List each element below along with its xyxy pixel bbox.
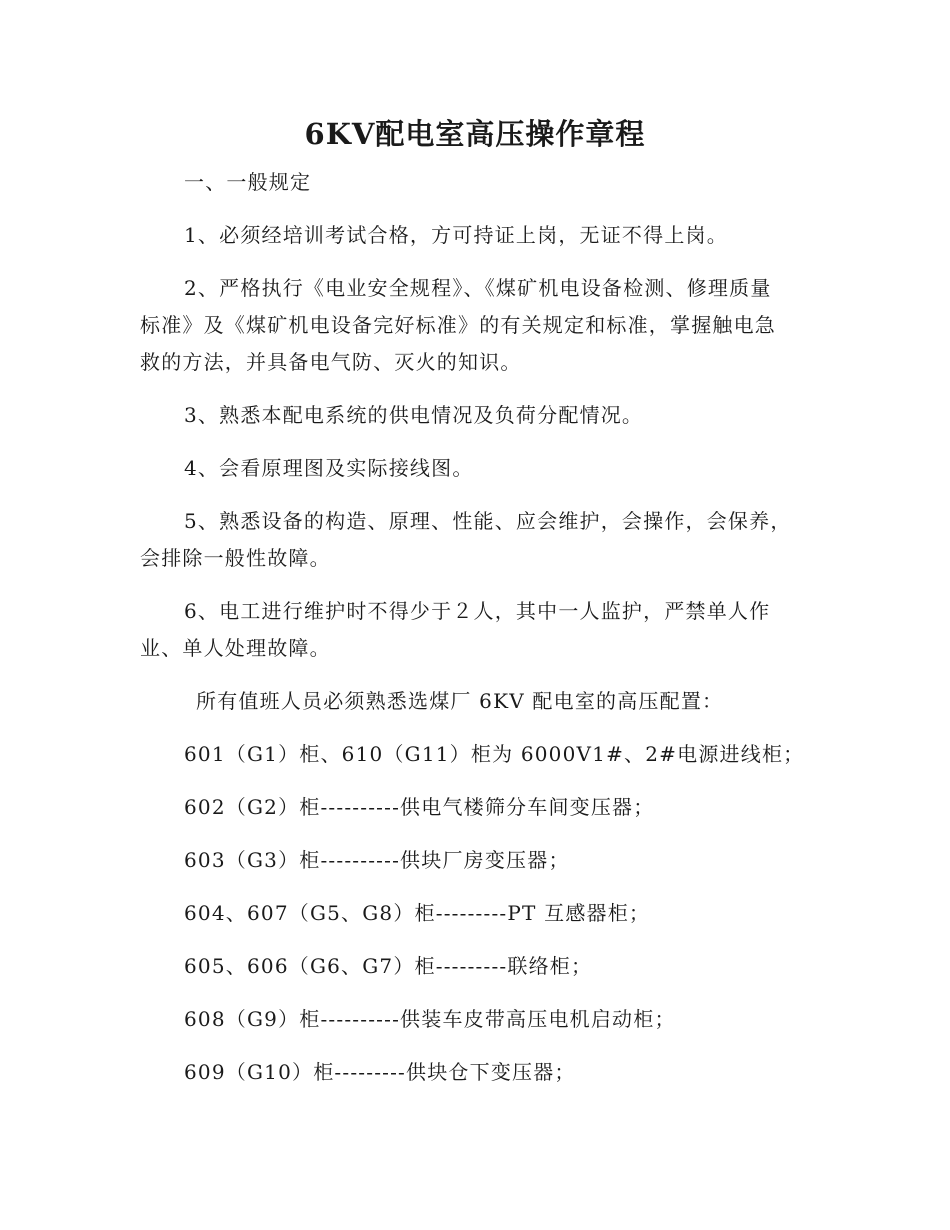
- rule-item-6-line-1: 6、电工进行维护时不得少于２人，其中一人监护，严禁单人作: [184, 599, 771, 623]
- config-item: 609（G10）柜---------供块仓下变压器；: [184, 1060, 576, 1084]
- document-title: 6KV配电室高压操作章程: [304, 117, 646, 151]
- rule-item-5-line-1: 5、熟悉设备的构造、原理、性能、应会维护，会操作，会保养，: [184, 509, 792, 533]
- config-item: 608（G9）柜----------供装车皮带高压电机启动柜；: [184, 1007, 676, 1031]
- config-item: 605、606（G6、G7）柜---------联络柜；: [184, 954, 593, 978]
- rule-item-2-line-3: 救的方法，并具备电气防、灭火的知识。: [140, 350, 522, 374]
- rule-item-3-line-1: 3、熟悉本配电系统的供电情况及负荷分配情况。: [184, 403, 644, 427]
- rule-item-4-line-1: 4、会看原理图及实际接线图。: [184, 456, 474, 480]
- config-intro: 所有值班人员必须熟悉选煤厂 6KV 配电室的高压配置：: [196, 689, 724, 713]
- rule-item-5-line-2: 会排除一般性故障。: [140, 546, 331, 570]
- config-item: 603（G3）柜----------供块厂房变压器；: [184, 848, 570, 872]
- rule-item-6-line-2: 业、单人处理故障。: [140, 636, 331, 660]
- rule-item-1-line-1: 1、必须经培训考试合格，方可持证上岗，无证不得上岗。: [184, 223, 728, 247]
- section-heading: 一、一般规定: [184, 170, 312, 194]
- config-item: 602（G2）柜----------供电气楼筛分车间变压器；: [184, 795, 655, 819]
- config-item: 604、607（G5、G8）柜---------PT 互感器柜；: [184, 901, 651, 925]
- config-item: 601（G1）柜、610（G11）柜为 6000V1#、2#电源进线柜；: [184, 742, 805, 766]
- rule-item-2-line-2: 标准》及《煤矿机电设备完好标准》的有关规定和标准，掌握触电急: [140, 313, 776, 337]
- rule-item-2-line-1: 2、严格执行《电业安全规程》、《煤矿机电设备检测、修理质量: [184, 276, 772, 300]
